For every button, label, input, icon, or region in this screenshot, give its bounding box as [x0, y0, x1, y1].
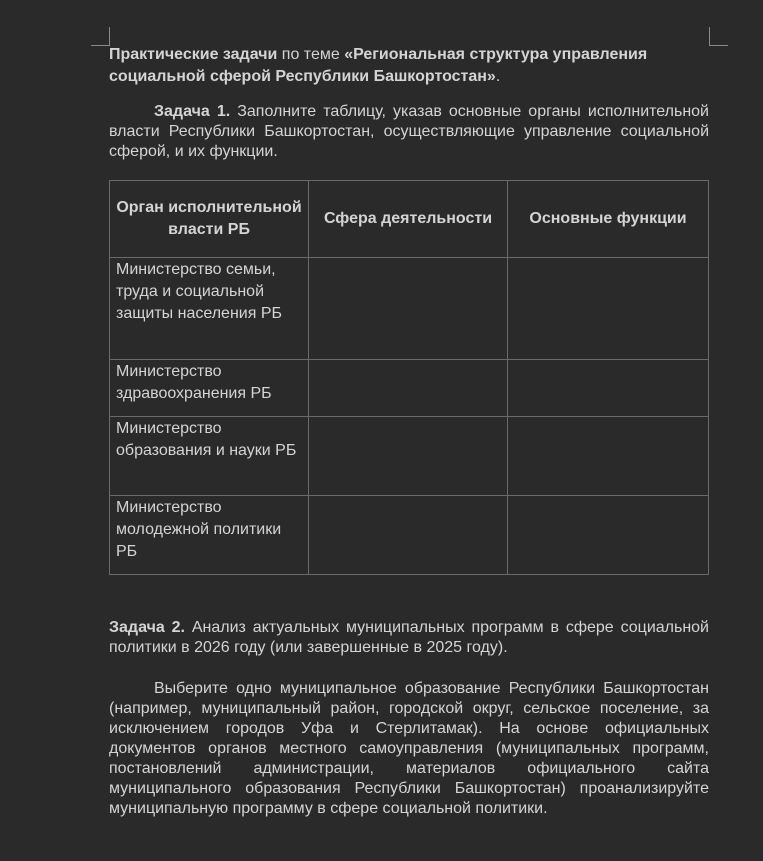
table-cell-functions[interactable] [508, 258, 709, 360]
task2-body-paragraph: Выберите одно муниципальное образование Республики Башкортостан (например, муниципальный район, городской округ, сельское поселение, за исключением городов Уфа и Стерлитамак). На основе официальных документов органов местного самоуправления (муниципальных программ, постановлений администрации, материалов официального сайта муниципального образования Республики Башкортостан) проанализируйте муниципальную программу в сфере социальной политики. [109, 680, 709, 817]
task1-paragraph [109, 102, 709, 162]
table-cell-sphere[interactable] [309, 360, 508, 417]
title-prefix: Практические задачи [109, 46, 278, 63]
table-cell-functions[interactable] [508, 360, 709, 417]
agencies-table [109, 180, 709, 575]
page-corner-mark-left [91, 27, 110, 46]
table-row [110, 258, 709, 360]
document-page [109, 44, 709, 819]
table-cell-agency: Министерство здравоохранения РБ [110, 360, 309, 417]
table-cell-agency: Министерство молодежной политики РБ [110, 496, 309, 575]
table-cell-sphere[interactable] [309, 417, 508, 496]
header-sphere: Сфера деятельности [309, 181, 508, 258]
table-row [110, 360, 709, 417]
task1-label: Задача 1. [154, 103, 231, 120]
title-topic: «Региональная структура управления социальной сферой Республики Башкортостан» [109, 46, 648, 85]
page-corner-mark-right [709, 27, 728, 46]
table-cell-agency: Министерство образования и науки РБ [110, 417, 309, 496]
document-title [109, 44, 709, 88]
table-cell-functions[interactable] [508, 417, 709, 496]
table-cell-sphere[interactable] [309, 496, 508, 575]
title-end: . [495, 68, 501, 85]
table-cell-agency: Министерство семьи, труда и социальной защиты населения РБ [110, 258, 309, 360]
task1-text: Заполните таблицу, указав основные органы исполнительной власти Республики Башкортостан, осуществляющие управление социальной сферой, и их функции. [109, 103, 709, 160]
task2-label: Задача 2. [109, 619, 185, 636]
table-header-row [110, 181, 709, 258]
title-middle: по теме [277, 46, 345, 63]
table-cell-sphere[interactable] [309, 258, 508, 360]
table-row [110, 496, 709, 575]
table-row [110, 417, 709, 496]
table-cell-functions[interactable] [508, 496, 709, 575]
task2-heading-paragraph [109, 618, 709, 658]
header-agency: Орган исполнительной власти РБ [110, 181, 309, 258]
task2-text: Анализ актуальных муниципальных программ в сфере социальной политики в 2026 году (или завершенные в 2025 году). [109, 619, 709, 656]
header-functions: Основные функции [508, 181, 709, 258]
